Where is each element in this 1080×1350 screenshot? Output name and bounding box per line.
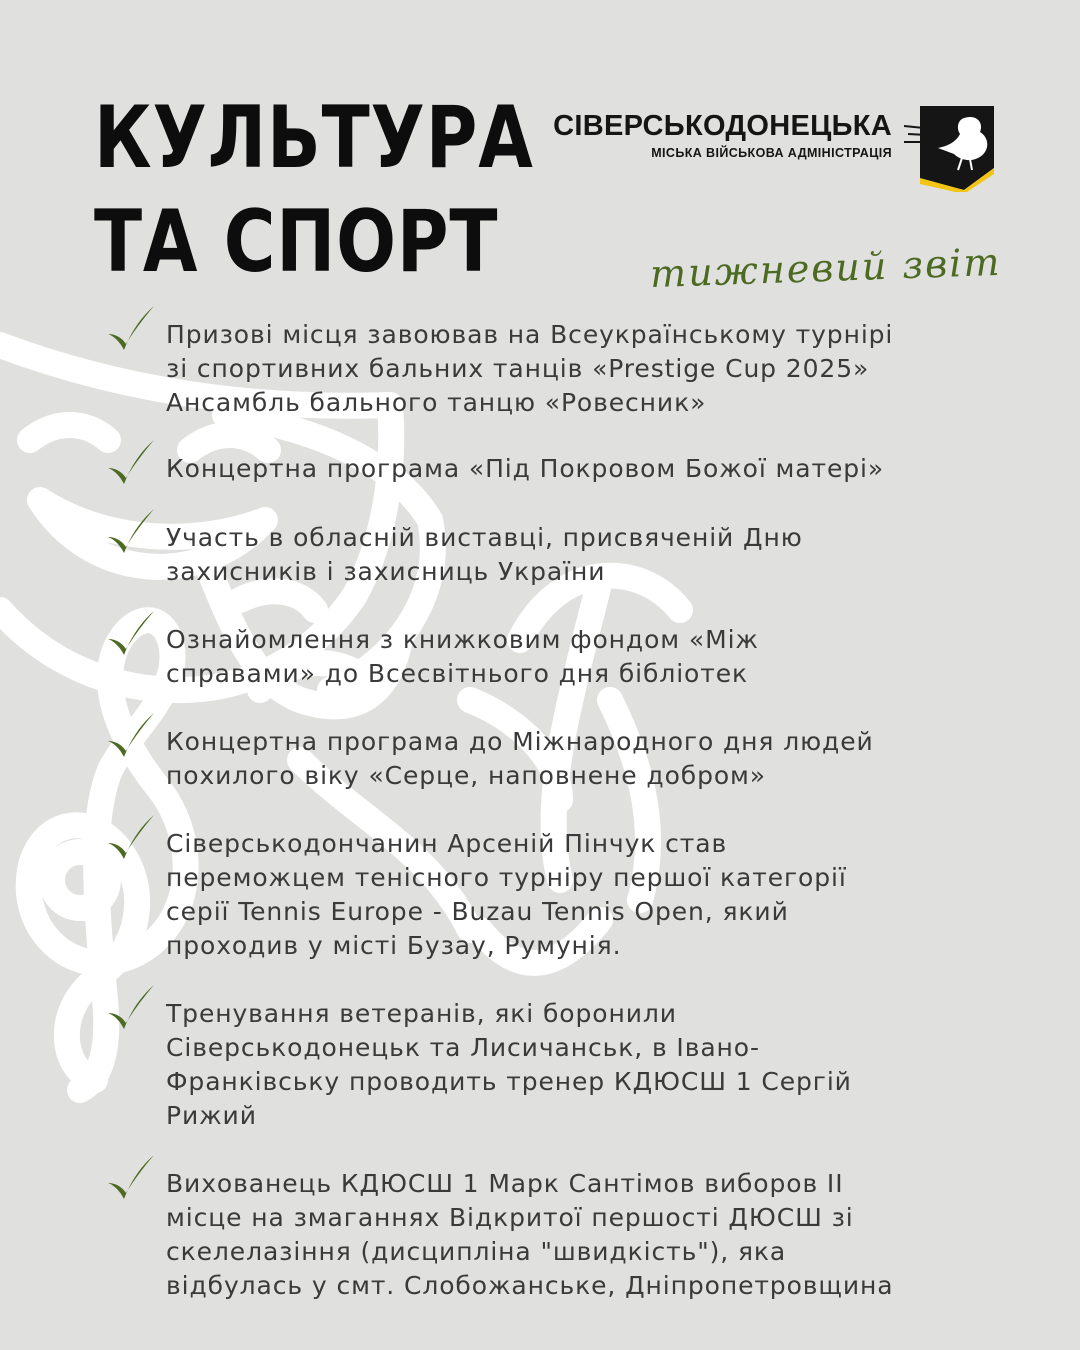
check-icon	[104, 438, 156, 490]
check-icon	[104, 507, 156, 559]
list-item-text	[166, 997, 1026, 1133]
list-item-line: переможцем тенісного турніру першої категорії	[166, 863, 847, 892]
logo-subtitle: МІСЬКА ВІЙСЬКОВА АДМІНІСТРАЦІЯ	[651, 146, 892, 160]
logo-name: СІВЕРСЬКОДОНЕЦЬКА	[553, 110, 892, 142]
list-item-text	[166, 521, 1026, 589]
list-item-line: похилого віку «Серце, наповнене добром»	[166, 761, 767, 790]
list-item-text	[166, 827, 1026, 963]
list-item-line: відбулась у смт. Слобожанське, Дніпропетровщина	[166, 1271, 894, 1300]
list-item-line: Участь в обласній виставці, присвяченій Дню	[166, 523, 803, 552]
list-item-text	[166, 452, 1026, 486]
list-item-line: Рижий	[166, 1101, 257, 1130]
list-item-text	[166, 318, 1026, 420]
list-item-line: Ансамбль бального танцю «Ровесник»	[166, 388, 707, 417]
list-item-line: справами» до Всесвітнього дня бібліотек	[166, 659, 748, 688]
list-item-line: Вихованець КДЮСШ 1 Марк Сантімов виборов ІІ	[166, 1169, 844, 1198]
weekly-report-subtitle: тижневий звіт	[649, 239, 1003, 297]
list-item-text	[166, 725, 1026, 793]
list-item-text	[166, 1167, 1026, 1303]
list-item-line: Концертна програма «Під Покровом Божої матері»	[166, 454, 885, 483]
check-icon	[104, 304, 156, 356]
list-item-line: Франківську проводить тренер КДЮСШ 1 Сергій	[166, 1067, 852, 1096]
check-icon	[104, 609, 156, 661]
list-item-line: Концертна програма до Міжнародного дня людей	[166, 727, 874, 756]
list-item-line: серії Tennis Europe - Buzau Tennis Open, який	[166, 897, 789, 926]
check-icon	[104, 813, 156, 865]
list-item-line: скелелазіння (дисципліна "швидкість"), яка	[166, 1237, 787, 1266]
list-item-line: зі спортивних бальних танців «Prestige Cup 2025»	[166, 354, 870, 383]
check-icon	[104, 983, 156, 1035]
list-item-line: Сіверськодончанин Арсеній Пінчук став	[166, 829, 728, 858]
check-icon	[104, 711, 156, 763]
title-line-1: КУЛЬТУРА	[94, 88, 534, 188]
list-item-line: Сіверськодонецьк та Лисичанськ, в Івано-	[166, 1033, 760, 1062]
list-item-text	[166, 623, 1026, 691]
check-icon	[104, 1153, 156, 1205]
list-item-line: проходив у місті Бузау, Румунія.	[166, 931, 622, 960]
list-item-line: місце на змаганнях Відкритої першості ДЮСШ зі	[166, 1203, 854, 1232]
list-item-line: Призові місця завоював на Всеукраїнському турнірі	[166, 320, 894, 349]
list-item-line: Ознайомлення з книжковим фондом «Між	[166, 625, 759, 654]
list-item-line: захисників і захисниць України	[166, 557, 606, 586]
list-item-line: Тренування ветеранів, які боронили	[166, 999, 677, 1028]
title-line-2: ТА СПОРТ	[94, 192, 499, 292]
